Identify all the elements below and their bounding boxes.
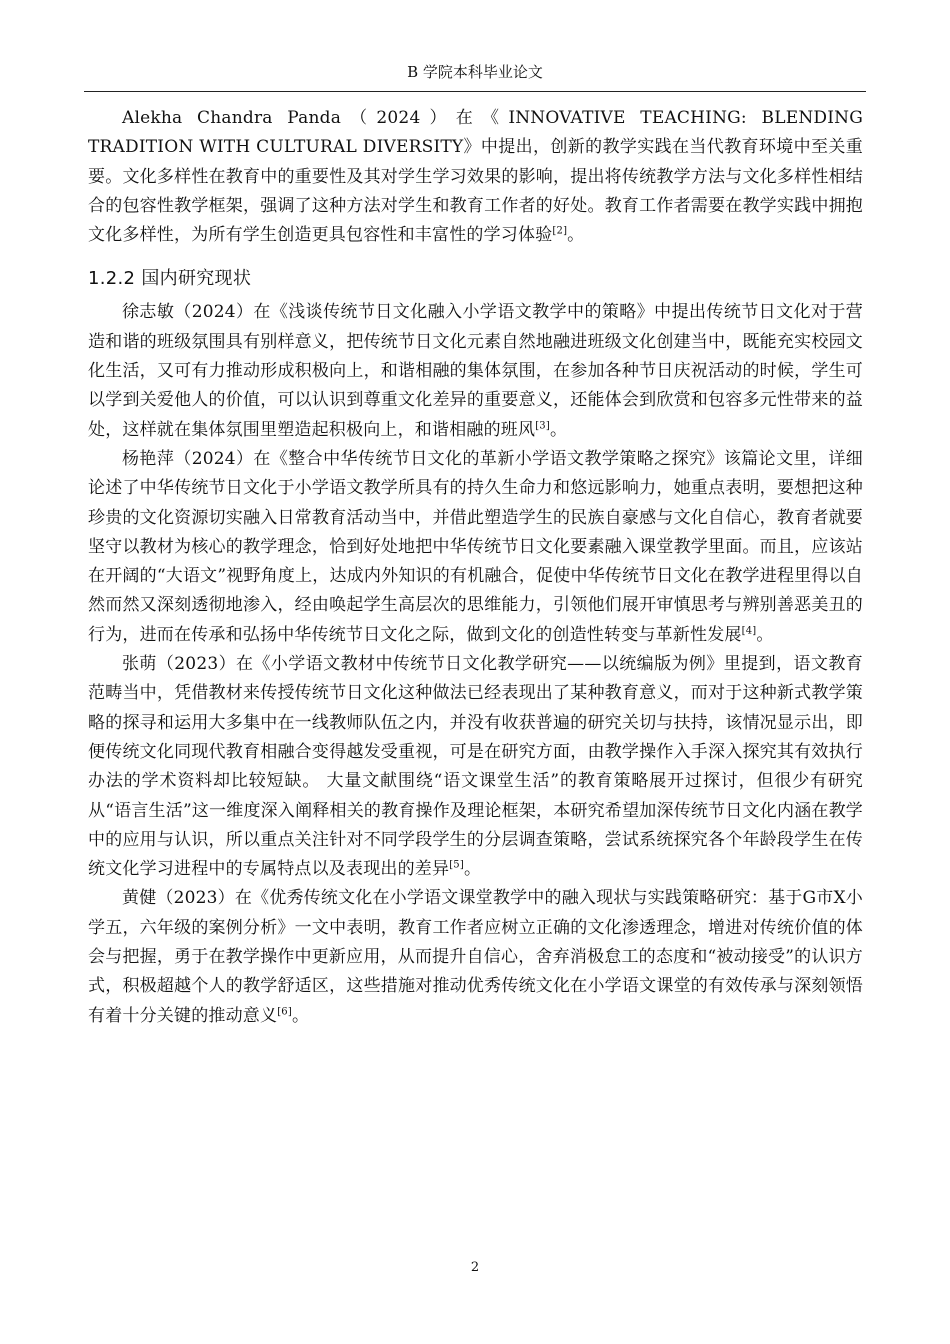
document-body	[88, 104, 863, 1031]
paragraph-huang	[88, 884, 863, 1030]
paragraph-text: 徐志敏（2024）在《浅谈传统节日文化融入小学语文教学中的策略》中提出传统节日文化对于营造和谐的班级氛围具有别样意义，把传统节日文化元素自然地融进班级文化创建当中，既能充实校园文化生活，又可有力推动形成积极向上，和谐相融的集体氛围，在参加各种节日庆祝活动的时候，学生可以学到关爱他人的价值，可以认识到尊重文化差异的重要意义，还能体会到欣赏和包容多元性带来的益处，这样就在集体氛围里塑造起积极向上，和谐相融的班风	[88, 302, 863, 440]
citation-marker: [4]	[741, 625, 757, 637]
section-number: 1.2.2	[88, 268, 136, 290]
paragraph-zhang	[88, 650, 863, 884]
header-rule	[84, 91, 866, 92]
paragraph-text: 黄健（2023）在《优秀传统文化在小学语文课堂教学中的融入现状与实践策略研究：基于G市X小学五，六年级的案例分析》一文中表明，教育工作者应树立正确的文化渗透理念，增进对传统价值的体会与把握，勇于在教学操作中更新应用，从而提升自信心，舍弃消极怠工的态度和“被动接受”的认识方式，积极超越个人的教学舒适区，这些措施对推动优秀传统文化在小学语文课堂的有效传承与深刻领悟有着十分关键的推动意义	[88, 888, 863, 1026]
paragraph-text: 杨艳萍（2024）在《整合中华传统节日文化的革新小学语文教学策略之探究》该篇论文里，详细论述了中华传统节日文化于小学语文教学所具有的持久生命力和悠远影响力，她重点表明，要想把这种珍贵的文化资源切实融入日常教育活动当中，并借此塑造学生的民族自豪感与文化自信心，教育者就要坚守以教材为核心的教学理念，恰到好处地把中华传统节日文化要素融入课堂教学里面。而且，应该站在开阔的“大语文”视野角度上，达成内外知识的有机融合，促使中华传统节日文化在教学进程里得以自然而然又深刻透彻地渗入，经由唤起学生高层次的思维能力，引领他们展开审慎思考与辨别善恶美丑的行为，进而在传承和弘扬中华传统节日文化之际，做到文化的创造性转变与革新性发展	[88, 448, 863, 645]
citation-marker: [2]	[552, 225, 568, 237]
paragraph-text: 张萌（2023）在《小学语文教材中传统节日文化教学研究——以统编版为例》里提到，语文教育范畴当中，凭借教材来传授传统节日文化这种做法已经表现出了某种教育意义，而对于这种新式教学策略的探寻和运用大多集中在一线教师队伍之内，并没有收获普遍的研究关切与扶持，该情况显示出，即便传统文化同现代教育相融合变得越发受重视，可是在研究方面，由教学操作入手深入探究其有效执行办法的学术资料却比较短缺。 大量文献围绕“语文课堂生活”的教育策略展开过探讨，但很少有研究从“语言生活”这一维度深入阐释相关的教育操作及理论框架，本研究希望加深传统节日文化内涵在教学中的应用与认识，所以重点关注针对不同学段学生的分层调查策略，尝试系统探究各个年龄段学生在传统文化学习进程中的专属特点以及表现出的差异	[88, 654, 863, 880]
paragraph-yang	[88, 445, 863, 650]
citation-marker: [6]	[277, 1005, 292, 1017]
paragraph-end: 。	[567, 225, 585, 246]
page-header: B 学院本科毕业论文	[407, 63, 543, 81]
paragraph-end: 。	[291, 1005, 310, 1026]
section-title: 国内研究现状	[141, 268, 252, 290]
paragraph-panda	[88, 104, 863, 250]
paragraph-end: 。	[756, 624, 774, 645]
paragraph-xu	[88, 298, 863, 444]
citation-marker: [5]	[449, 859, 464, 871]
paragraph-end: 。	[463, 859, 482, 880]
page-number: 2	[470, 1260, 480, 1275]
citation-marker: [3]	[535, 420, 550, 432]
paragraph-text: Alekha Chandra Panda（2024）在《INNOVATIVE TEACHING: BLENDING TRADITION WITH CULTURAL DIVERSITY》中提出，创新的教学实践在当代教育环境中至关重要。文化多样性在教育中的重要性及其对学生学习效果的影响，提出将传统教学方法与文化多样性相结合的包容性教学框架，强调了这种方法对学生和教育工作者的好处。教育工作者需要在教学实践中拥抱文化多样性，为所有学生创造更具包容性和丰富性的学习体验	[88, 108, 863, 246]
paragraph-end: 。	[549, 419, 568, 440]
section-heading	[88, 264, 863, 294]
